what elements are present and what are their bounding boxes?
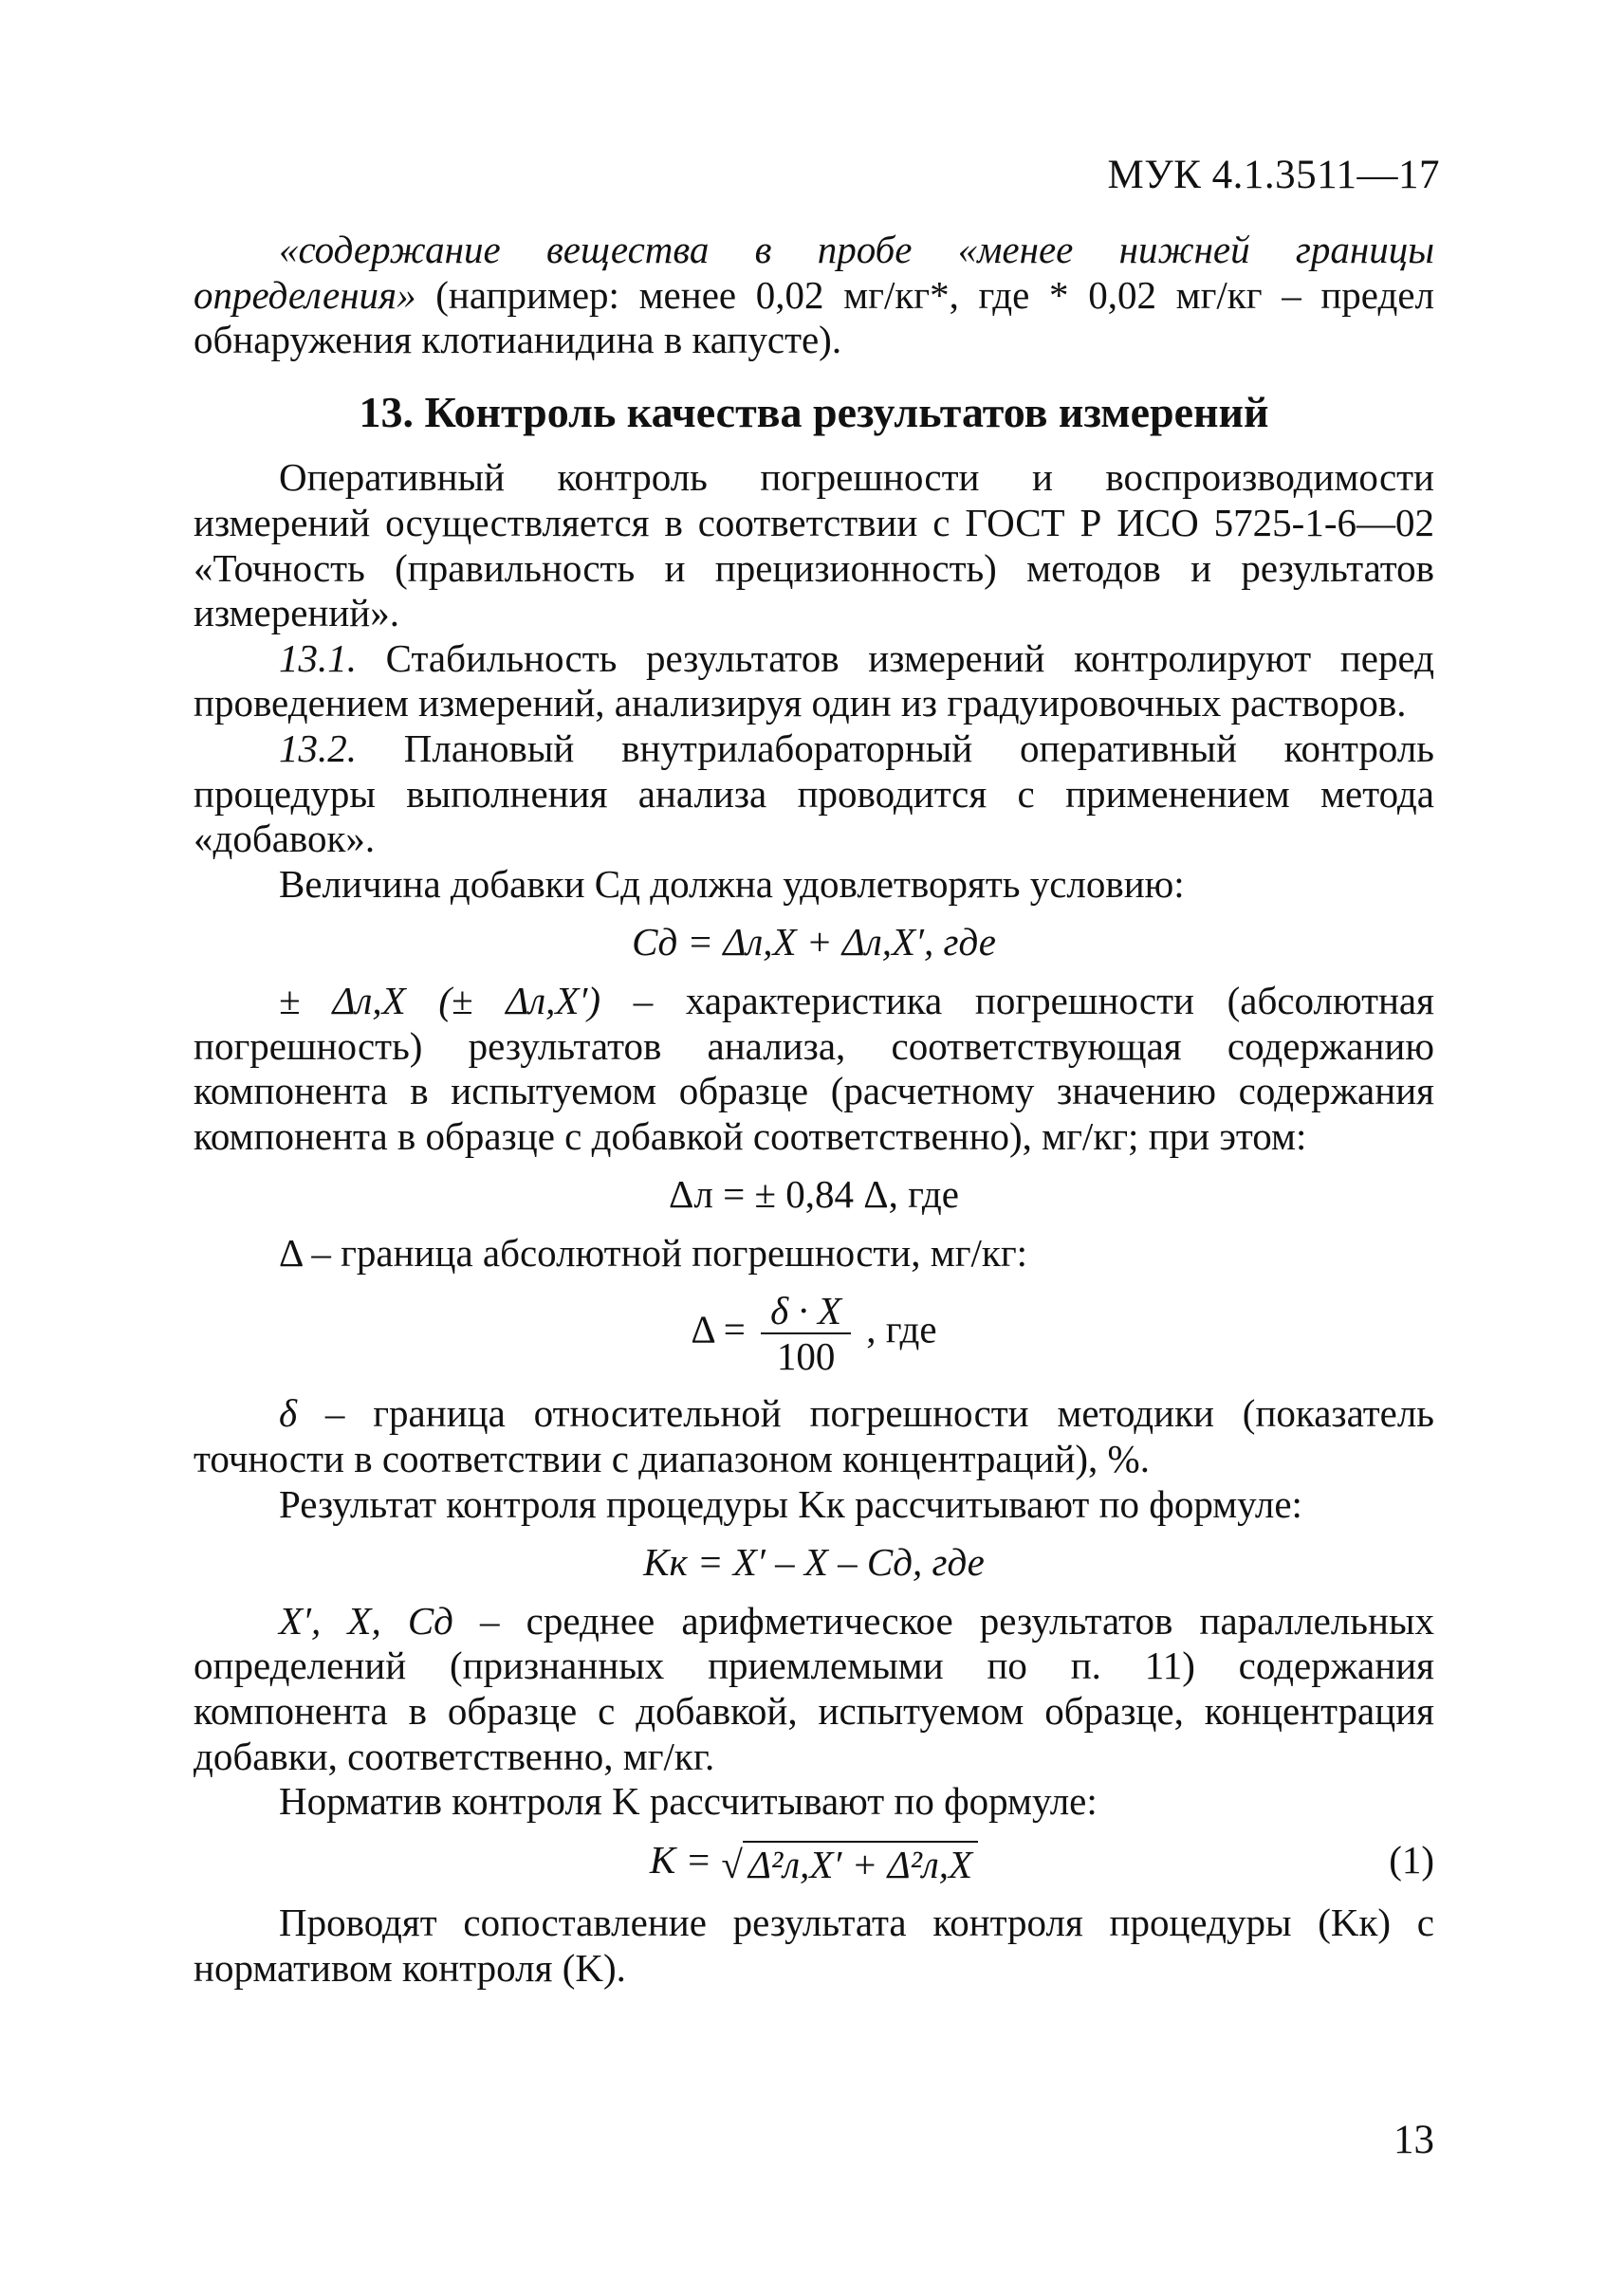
clause-number-13-1: 13.1.	[279, 635, 357, 680]
clause-text-13-2: Плановый внутрилабораторный оперативный контроль процедуры выполнения анализа проводится с применением метода «добавок».	[194, 726, 1434, 861]
page-number: 13	[1393, 2118, 1434, 2162]
intro-paragraph	[194, 228, 1434, 363]
section-heading: 13. Контроль качества результатов измерений	[359, 387, 1269, 436]
paragraph-comparison: Проводят сопоставление результата контроля процедуры (Kк) с нормативом контроля (K).	[194, 1901, 1434, 1990]
error-symbol: ± Δл,X (± Δл,X′)	[279, 978, 601, 1022]
paragraph-1: Оперативный контроль погрешности и воспроизводимости измерений осуществляется в соответствии с ГОСТ Р ИСО 5725-1-6—02 «Точность (правильность и прецизионность) методов и результатов измерений».	[194, 455, 1434, 635]
variables-description: – среднее арифметическое результатов параллельных определений (признанных приемлемыми по п. 11) содержания компонента в образце с добавкой, испытуемом образце, концентрация добавки, соответственно, мг/кг.	[194, 1598, 1434, 1778]
delta-small-symbol: δ	[279, 1391, 298, 1436]
fraction-denominator: 100	[776, 1334, 836, 1379]
paragraph-addition: Величина добавки Cд должна удовлетворять условию:	[279, 861, 1185, 906]
formula-delta-fraction	[761, 1289, 851, 1378]
paragraph-13-1	[194, 636, 1434, 726]
intro-italic-text: «содержание вещества в пробе «менее нижней границы определения»	[194, 228, 1434, 317]
clause-number-13-2: 13.2.	[279, 726, 357, 770]
square-root: √ Δ²л,X′ + Δ²л,X	[721, 1841, 978, 1888]
formula-delta-tail: , где	[866, 1307, 937, 1351]
paragraph-norm: Норматив контроля K рассчитывают по формуле:	[279, 1779, 1098, 1824]
formula-norm-lhs: K =	[649, 1837, 712, 1882]
formula-addition-condition: Cд = Δл,X + Δл,X′, где	[632, 920, 996, 964]
error-description: – характеристика погрешности (абсолютная погрешность) результатов анализа, соответствующая содержанию компонента в испытуемом образце (расчетному значению содержания компонента в образце с добавкой соответственно), мг/кг; при этом:	[194, 978, 1434, 1158]
formula-delta	[194, 1289, 1434, 1378]
variables-symbols: X′, X, Cд	[279, 1598, 453, 1643]
page-content	[194, 228, 1434, 1991]
formula-control-result: Kк = X′ – X – Cд, где	[643, 1540, 985, 1585]
fraction-numerator: δ · X	[761, 1289, 851, 1334]
paragraph-control-result: Результат контроля процедуры Kк рассчитывают по формуле:	[279, 1481, 1302, 1526]
paragraph-variables	[194, 1599, 1434, 1779]
paragraph-delta-definition: Δ – граница абсолютной погрешности, мг/кг:	[279, 1230, 1028, 1275]
sqrt-radicand: Δ²л,X′ + Δ²л,X	[743, 1841, 978, 1888]
document-code: МУК 4.1.3511—17	[1107, 153, 1440, 197]
formula-delta-lhs: Δ =	[691, 1307, 746, 1351]
equation-number: (1)	[1389, 1837, 1434, 1882]
relative-error-description: – граница относительной погрешности методики (показатель точности в соответствии с диапазоном концентраций), %.	[194, 1391, 1434, 1481]
intro-rest-text: (например: менее 0,02 мг/кг*, где * 0,02 мг/кг – предел обнаружения клотианидина в капусте).	[194, 272, 1434, 362]
formula-delta-l: Δл = ± 0,84 Δ, где	[669, 1172, 959, 1217]
formula-norm	[194, 1838, 1434, 1887]
paragraph-error-characteristic	[194, 979, 1434, 1159]
paragraph-13-2	[194, 726, 1434, 862]
paragraph-relative-error	[194, 1391, 1434, 1481]
clause-text-13-1: Стабильность результатов измерений контролируют перед проведением измерений, анализируя один из градуировочных растворов.	[194, 635, 1434, 726]
